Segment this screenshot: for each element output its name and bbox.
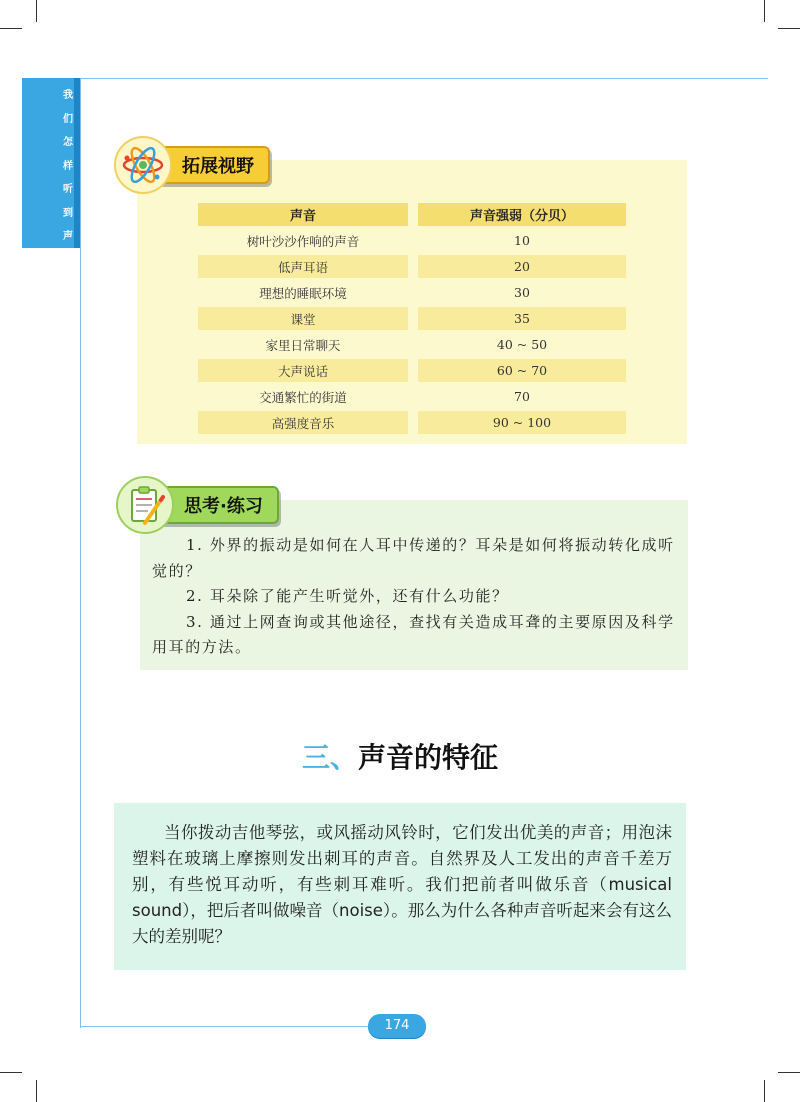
chapter-char: 们 [63, 113, 73, 125]
crop-mark [0, 28, 22, 29]
table-row [198, 333, 626, 359]
clipboard-pencil-icon [116, 476, 174, 534]
table-row [198, 255, 626, 281]
sound-source-cell: 理想的睡眠环境 [198, 281, 418, 307]
sound-source-cell: 课堂 [198, 307, 418, 333]
table-row [198, 385, 626, 411]
question-item: 1. 外界的振动是如何在人耳中传递的？耳朵是如何将振动转化成听觉的？ [152, 536, 675, 580]
chapter-side-tab [22, 78, 80, 266]
page-number: 174 [368, 1014, 426, 1038]
sound-level-table [198, 203, 626, 437]
question-item: 2. 耳朵除了能产生听觉外，还有什么功能？ [186, 587, 509, 605]
table-header-cell: 声音强弱（分贝） [418, 203, 626, 229]
section-heading [0, 736, 800, 776]
decibel-cell: 60 ~ 70 [418, 359, 626, 385]
extend-title: 拓展视野 [156, 146, 270, 184]
chapter-char: 我 [63, 90, 73, 101]
page-frame-top [80, 78, 768, 79]
intro-paragraph-wrapper [132, 820, 672, 950]
table-row [198, 411, 626, 437]
crop-mark [36, 1080, 37, 1102]
chapter-char: 音 [63, 254, 73, 266]
sound-source-cell: 低声耳语 [198, 255, 418, 281]
atom-icon [114, 136, 172, 194]
sound-source-cell: 大声说话 [198, 359, 418, 385]
practice-title: 思考·练习 [158, 486, 279, 524]
page-frame-left [80, 78, 81, 1028]
decibel-cell: 20 [418, 255, 626, 281]
sound-source-cell: 高强度音乐 [198, 411, 418, 437]
chapter-title-vertical [60, 84, 76, 272]
crop-mark [778, 28, 800, 29]
decibel-cell: 10 [418, 229, 626, 255]
chapter-char: 样 [63, 160, 73, 172]
decibel-cell: 30 [418, 281, 626, 307]
practice-badge [116, 476, 279, 534]
table-row [198, 229, 626, 255]
page-frame-bottom [80, 1026, 370, 1027]
table-row [198, 359, 626, 385]
table-row [198, 281, 626, 307]
chapter-char: 到 [63, 207, 73, 219]
crop-mark [764, 0, 765, 22]
crop-mark [778, 1072, 800, 1073]
chapter-char: 怎 [63, 137, 73, 148]
table-header-row [198, 203, 626, 229]
section-title: 声音的特征 [358, 741, 499, 774]
table-header-cell: 声音 [198, 203, 418, 229]
sound-source-cell: 家里日常聊天 [198, 333, 418, 359]
extend-badge [114, 136, 270, 194]
decibel-cell: 70 [418, 385, 626, 411]
crop-mark [0, 1072, 22, 1073]
table-row [198, 307, 626, 333]
decibel-cell: 35 [418, 307, 626, 333]
crop-mark [764, 1080, 765, 1102]
intro-paragraph: 当你拨动吉他琴弦，或风摇动风铃时，它们发出优美的声音；用泡沫塑料在玻璃上摩擦则发出刺耳的声音。自然界及人工发出的声音千差万别，有些悦耳动听，有些刺耳难听。我们把前者叫做乐音（musical sound），把后者叫做噪音（noise）。那么为什么各种声音听起来会有这么大的差别呢？ [132, 823, 672, 946]
chapter-char: 声 [63, 231, 73, 242]
sound-source-cell: 树叶沙沙作响的声音 [198, 229, 418, 255]
practice-questions [152, 533, 678, 661]
sound-source-cell: 交通繁忙的街道 [198, 385, 418, 411]
decibel-cell: 90 ~ 100 [418, 411, 626, 437]
section-number: 三、 [301, 741, 358, 774]
question-item: 3. 通过上网查询或其他途径，查找有关造成耳聋的主要原因及科学用耳的方法。 [152, 612, 675, 656]
crop-mark [36, 0, 37, 22]
decibel-cell: 40 ~ 50 [418, 333, 626, 359]
chapter-char: 听 [63, 184, 73, 195]
